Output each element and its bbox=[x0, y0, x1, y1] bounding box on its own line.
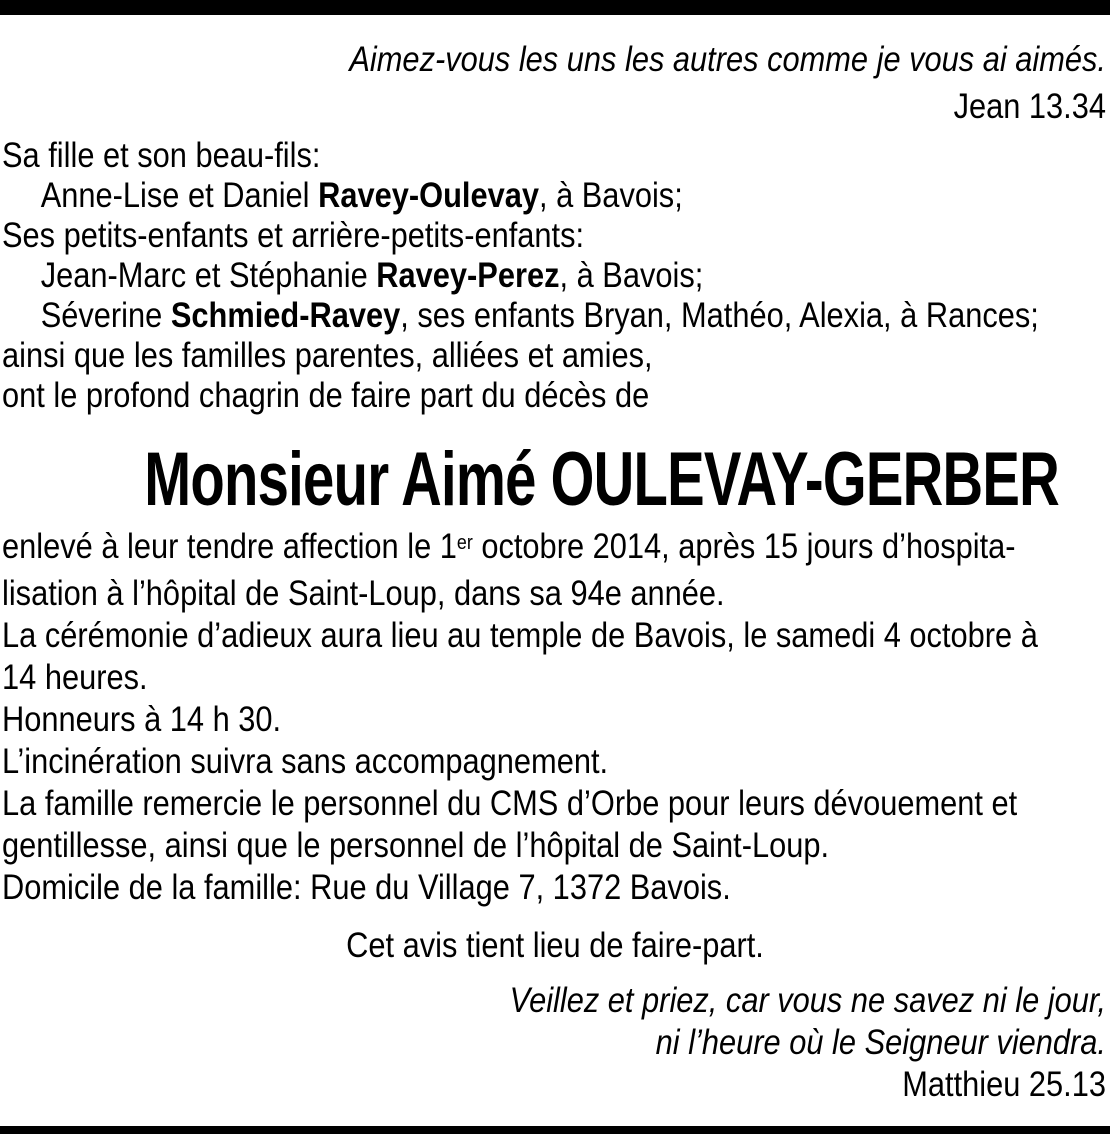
death-place-line: lisation à l’hôpital de Saint-Loup, dans sa 94e année. bbox=[2, 574, 725, 613]
family-member-location: , à Bavois; bbox=[538, 176, 683, 215]
family-surname: Schmied-Ravey bbox=[170, 296, 401, 335]
honors-line: Honneurs à 14 h 30. bbox=[2, 700, 282, 739]
announcement-line: ont le profond chagrin de faire part du décès de bbox=[2, 376, 650, 415]
scripture-quote-text: Aimez-vous les uns les autres comme je vous ai aimés. bbox=[349, 40, 1106, 79]
family-intro-line: Ses petits-enfants et arrière-petits-enfants: bbox=[2, 216, 585, 255]
closing-scripture-quote bbox=[133, 980, 1106, 1106]
ceremony-time-line: 14 heures. bbox=[2, 658, 148, 697]
family-surname: Ravey-Oulevay bbox=[318, 176, 539, 215]
scripture-reference: Jean 13.34 bbox=[953, 87, 1106, 126]
cremation-line: L’incinération suivra sans accompagnement. bbox=[2, 742, 609, 781]
family-announcement-block bbox=[2, 136, 1039, 416]
thanks-line: La famille remercie le personnel du CMS d’Orbe pour leurs dévouement et bbox=[2, 784, 1018, 823]
related-families-line: ainsi que les familles parentes, alliées et amies, bbox=[2, 336, 653, 375]
scripture-quote-text: Veillez et priez, car vous ne savez ni le jour, bbox=[509, 981, 1106, 1020]
scripture-quote-text: ni l’heure où le Seigneur viendra. bbox=[655, 1023, 1106, 1062]
death-date-line bbox=[2, 526, 1038, 573]
death-date-text: enlevé à leur tendre affection le 1 bbox=[2, 527, 457, 566]
family-member-line bbox=[2, 176, 1039, 216]
death-details-block bbox=[2, 526, 1038, 909]
family-member-line bbox=[2, 256, 1039, 296]
ceremony-line: La cérémonie d’adieux aura lieu au temple de Bavois, le samedi 4 octobre à bbox=[2, 616, 1038, 655]
deceased-name-heading: Monsieur Aimé OULEVAY-GERBER bbox=[144, 437, 1060, 522]
family-member-names: Anne-Lise et Daniel bbox=[40, 176, 319, 215]
family-intro-line: Sa fille et son beau-fils: bbox=[2, 136, 321, 175]
family-member-names: Jean-Marc et Stéphanie bbox=[40, 256, 377, 295]
opening-scripture-quote bbox=[133, 36, 1106, 130]
faire-part-notice: Cet avis tient lieu de faire-part. bbox=[346, 926, 764, 965]
family-member-line bbox=[2, 296, 1039, 336]
bottom-border-bar bbox=[0, 1126, 1110, 1134]
family-member-names: Séverine bbox=[40, 296, 171, 335]
ordinal-superscript: er bbox=[456, 531, 473, 554]
family-member-location: , à Bavois; bbox=[559, 256, 704, 295]
death-date-continuation: octobre 2014, après 15 jours d’hospita- bbox=[472, 527, 1016, 566]
family-surname: Ravey-Perez bbox=[376, 256, 560, 295]
scripture-reference: Matthieu 25.13 bbox=[902, 1065, 1106, 1104]
top-border-bar bbox=[0, 0, 1110, 15]
family-address-line: Domicile de la famille: Rue du Village 7, 1372 Bavois. bbox=[2, 868, 731, 907]
thanks-continuation-line: gentillesse, ainsi que le personnel de l’hôpital de Saint-Loup. bbox=[2, 826, 830, 865]
family-member-location: , ses enfants Bryan, Mathéo, Alexia, à Rances; bbox=[400, 296, 1039, 335]
